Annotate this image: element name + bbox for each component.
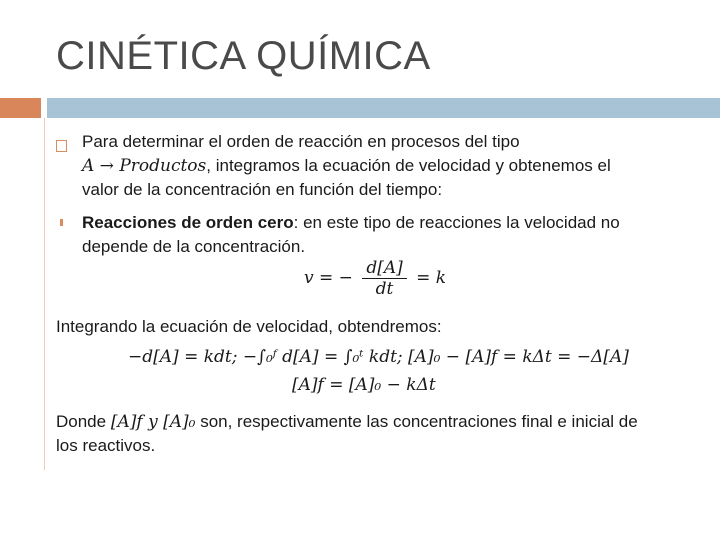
integral-equation-line2: [A]f = [A]₀ − kΔt bbox=[292, 375, 436, 395]
conclusion-line1 bbox=[56, 410, 696, 434]
bullet2-rest: : en este tipo de reacciones la velocidad no bbox=[293, 213, 620, 232]
rate-eq-fraction bbox=[362, 258, 406, 299]
bullet-paragraph-1 bbox=[82, 130, 702, 202]
bullet-icon bbox=[60, 219, 63, 226]
header-bar bbox=[47, 98, 720, 118]
conclusion-paragraph bbox=[56, 410, 696, 458]
integrating-text: Integrando la ecuación de velocidad, obtendremos: bbox=[56, 317, 442, 336]
conclusion-rest: son, respectivamente las concentraciones final e inicial de bbox=[200, 412, 638, 431]
bullet1-line2-rest: , integramos la ecuación de velocidad y obtenemos el bbox=[206, 156, 611, 175]
bullet2-line1 bbox=[82, 211, 702, 235]
conclusion-terms: [A]f y [A]₀ bbox=[110, 412, 196, 432]
rate-equation bbox=[304, 258, 446, 299]
rate-eq-denominator: dt bbox=[375, 279, 394, 299]
bullet2-line2: depende de la concentración. bbox=[82, 237, 306, 256]
conclusion-prefix: Donde bbox=[56, 412, 107, 431]
accent-bar bbox=[0, 98, 41, 118]
bullet1-line3: valor de la concentración en función del tiempo: bbox=[82, 180, 443, 199]
slide-title: CINÉTICA QUÍMICA bbox=[56, 34, 431, 78]
bullet1-line1: Para determinar el orden de reacción en procesos del tipo bbox=[82, 132, 520, 151]
bullet1-line2 bbox=[82, 154, 702, 178]
bullet-icon bbox=[56, 140, 67, 152]
rate-eq-numerator: d[A] bbox=[362, 258, 406, 279]
rate-eq-lhs: v = − bbox=[304, 268, 353, 288]
vertical-divider bbox=[44, 118, 45, 470]
conclusion-line2: los reactivos. bbox=[56, 436, 156, 455]
reaction-expression: A → Productos bbox=[82, 156, 207, 176]
integral-equation-line1: −d[A] = kdt; −∫₀ᶠ d[A] = ∫₀ᵗ kdt; [A]₀ − [A]f = kΔt = −Δ[A] bbox=[128, 347, 629, 367]
bullet-paragraph-2 bbox=[82, 211, 702, 259]
rate-eq-rhs: = k bbox=[416, 268, 447, 288]
bullet2-bold-term: Reacciones de orden cero bbox=[82, 213, 294, 232]
